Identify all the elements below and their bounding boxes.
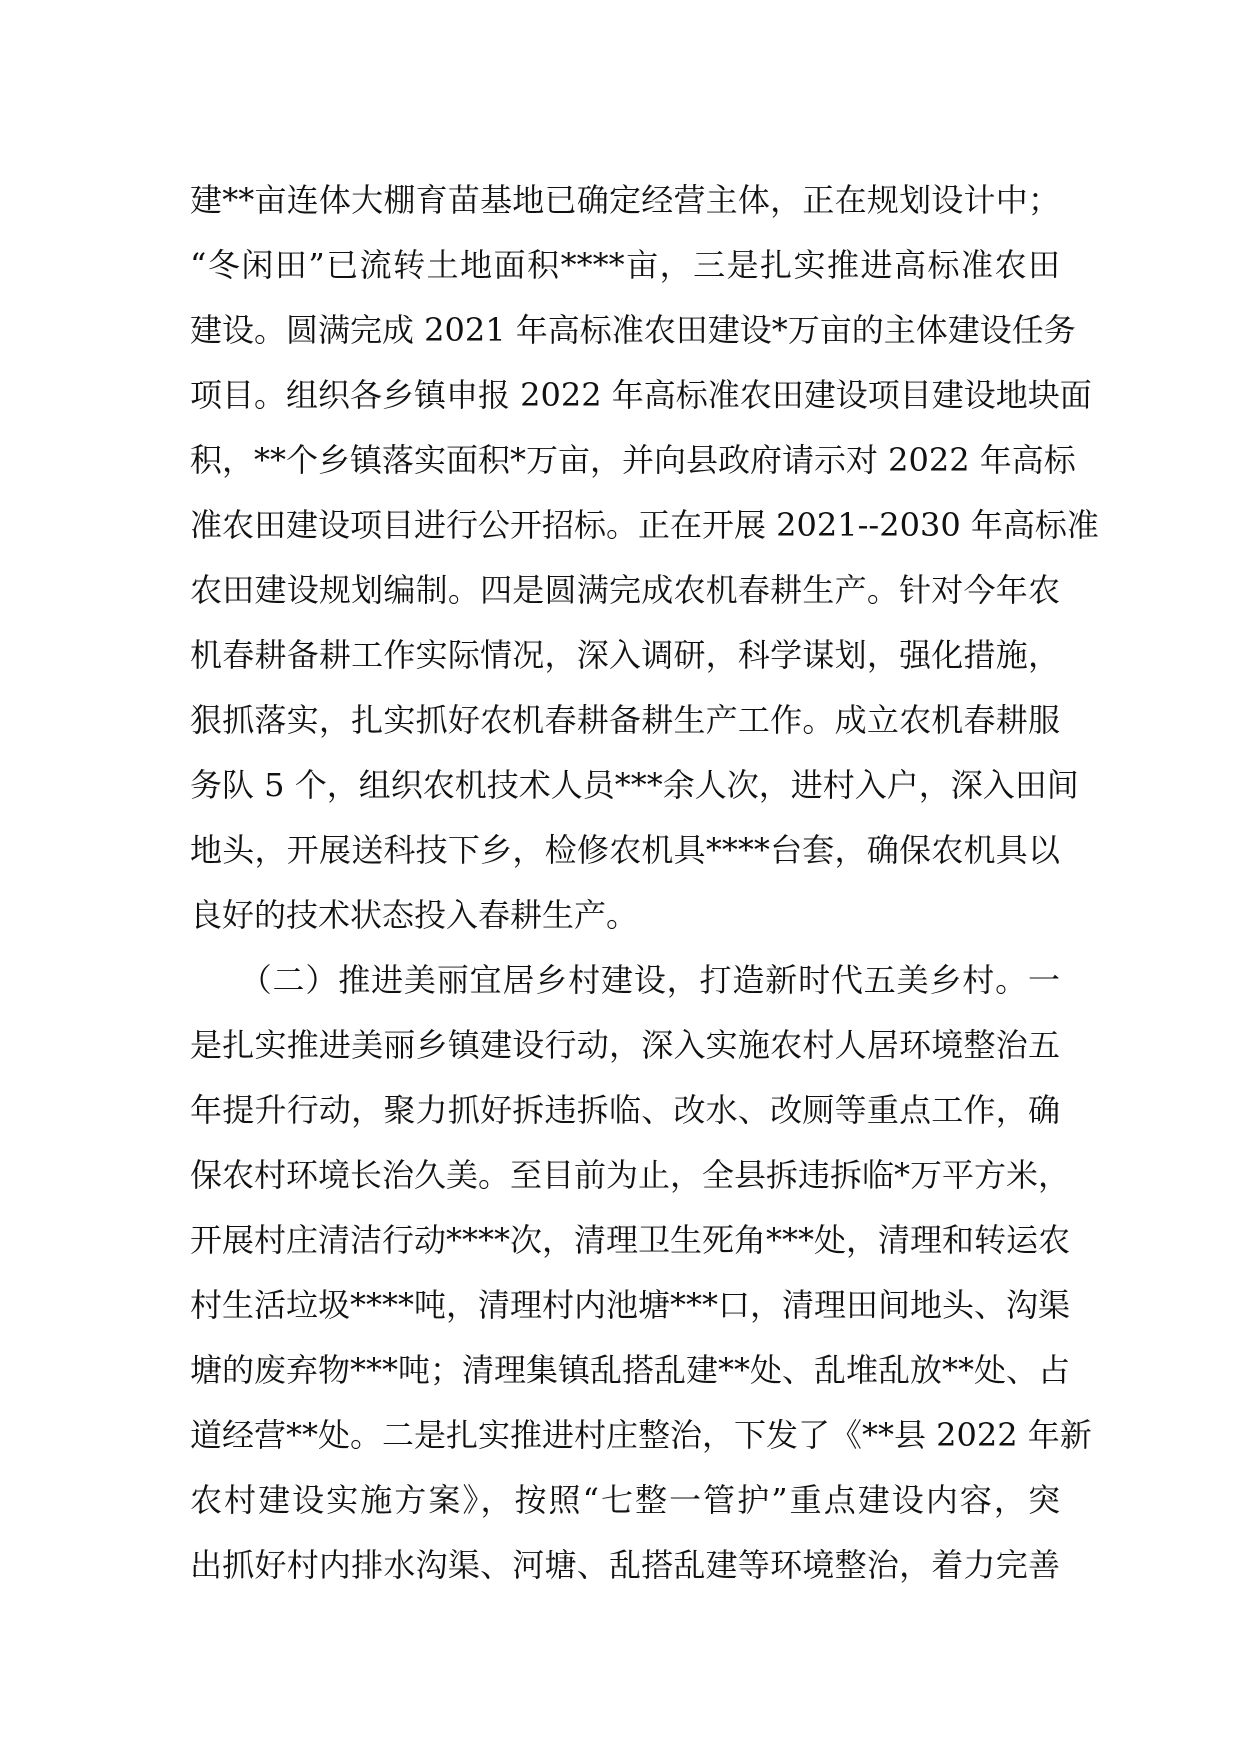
text-line-19: 塘的废弃物***吨；清理集镇乱搭乱建**处、乱堆乱放**处、占 [190,1351,1071,1389]
text-line-1: 建**亩连体大棚育苗基地已确定经营主体，正在规划设计中； [190,181,1060,219]
body-text [190,168,1099,1598]
text-line-8: 机春耕备耕工作实际情况，深入调研，科学谋划，强化措施， [190,636,1060,674]
text-line-17: 开展村庄清洁行动****次，清理卫生死角***处，清理和转运农 [190,1221,1071,1259]
text-line-7: 农田建设规划编制。四是圆满完成农机春耕生产。针对今年农 [190,571,1060,609]
text-line-10: 务队 5 个，组织农机技术人员***余人次，进村入户，深入田间 [190,766,1079,804]
text-line-9: 狠抓落实，扎实抓好农机春耕备耕生产工作。成立农机春耕服 [190,701,1060,739]
text-line-16: 保农村环境长治久美。至目前为止，全县拆违拆临*万平方米， [190,1156,1071,1194]
text-line-5: 积，**个乡镇落实面积*万亩，并向县政府请示对 2022 年高标 [190,441,1076,479]
text-line-2: “冬闲田”已流转土地面积****亩，三是扎实推进高标准农田 [190,246,1060,284]
text-line-6: 准农田建设项目进行公开招标。正在开展 2021--2030 年高标准 [190,506,1099,544]
text-line-21: 农村建设实施方案》，按照“七整一管护”重点建设内容，突 [190,1481,1060,1519]
text-line-13: （二）推进美丽宜居乡村建设，打造新时代五美乡村。一 [190,961,1060,999]
text-line-18: 村生活垃圾****吨，清理村内池塘***口，清理田间地头、沟渠 [190,1286,1071,1324]
text-line-3: 建设。圆满完成 2021 年高标准农田建设*万亩的主体建设任务 [190,311,1076,349]
text-line-20: 道经营**处。二是扎实推进村庄整治，下发了《**县 2022 年新 [190,1416,1092,1454]
text-line-12: 良好的技术状态投入春耕生产。 [190,896,639,934]
text-line-15: 年提升行动，聚力抓好拆违拆临、改水、改厕等重点工作，确 [190,1091,1060,1129]
text-line-14: 是扎实推进美丽乡镇建设行动，深入实施农村人居环境整治五 [190,1026,1060,1064]
text-line-22: 出抓好村内排水沟渠、河塘、乱搭乱建等环境整治，着力完善 [190,1546,1060,1584]
text-line-11: 地头，开展送科技下乡，检修农机具****台套，确保农机具以 [190,831,1060,869]
text-line-4: 项目。组织各乡镇申报 2022 年高标准农田建设项目建设地块面 [190,376,1092,414]
